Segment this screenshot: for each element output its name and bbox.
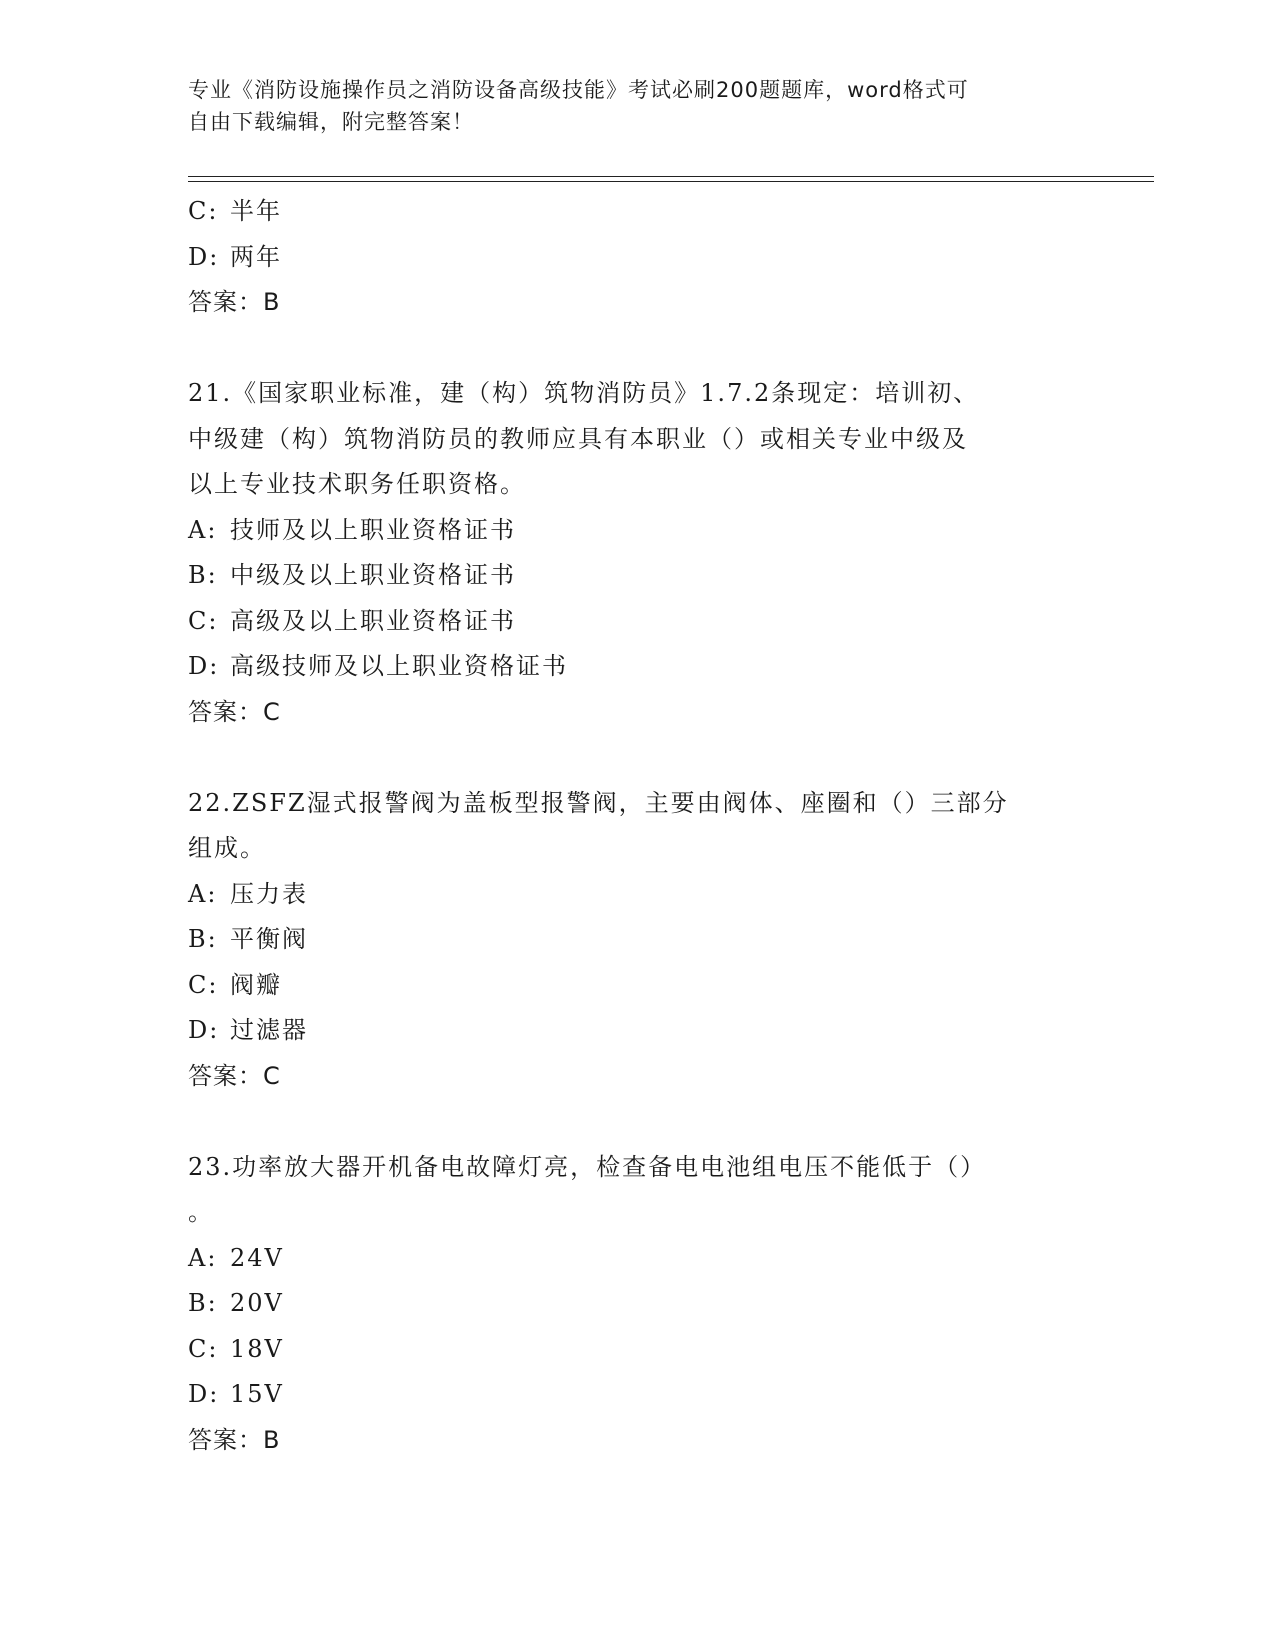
option-text: 中级及以上职业资格证书 [230,561,516,589]
option-a [188,1236,1088,1282]
question-stem [188,371,1088,508]
option-b [188,553,1088,599]
question-23 [188,1145,1088,1464]
header-divider-bottom [188,181,1154,182]
option-text: 压力表 [230,879,308,908]
question-stem [188,781,1088,872]
option-label: C: [188,606,219,635]
option-text: 20V [230,1289,284,1317]
option-label: A: [188,515,218,544]
option-d [188,235,1088,281]
stem-line: 。 [188,1198,214,1226]
option-label: A: [188,1243,218,1272]
option-label: D: [188,1016,220,1044]
spacer [188,735,1088,781]
option-label: B: [188,925,218,953]
option-text: 技师及以上职业资格证书 [230,515,516,544]
stem-line: 以上专业技术职务任职资格。 [188,470,526,498]
stem-line: 22.ZSFZ湿式报警阀为盖板型报警阀，主要由阀体、座圈和（）三部分 [188,788,1009,817]
document-header [188,74,1068,138]
answer-line: 答案：C [188,1061,281,1090]
header-line-2: 自由下载编辑，附完整答案！ [188,110,474,134]
option-c [188,599,1088,645]
option-text: 阀瓣 [230,970,282,999]
option-d [188,644,1088,690]
option-c [188,1327,1088,1373]
option-a [188,508,1088,554]
answer-line: 答案：C [188,697,281,726]
option-text: 平衡阀 [230,925,308,953]
spacer [188,1099,1088,1145]
option-d [188,1372,1088,1418]
option-c [188,189,1088,235]
option-label: C: [188,1334,219,1363]
header-line-1: 专业《消防设施操作员之消防设备高级技能》考试必刷200题题库，word格式可 [188,78,969,102]
option-label: C: [188,970,219,999]
stem-line: 23.功率放大器开机备电故障灯亮，检查备电电池组电压不能低于（） [188,1152,987,1181]
option-text: 高级技师及以上职业资格证书 [230,652,568,680]
stem-line: 21.《国家职业标准，建（构）筑物消防员》1.7.2条现定：培训初、 [188,379,980,407]
option-text: 过滤器 [230,1016,308,1044]
question-21 [188,371,1088,735]
option-label: D: [188,1380,220,1408]
stem-line: 中级建（构）筑物消防员的教师应具有本职业（）或相关专业中级及 [188,424,968,453]
stem-line: 组成。 [188,834,266,862]
question-stem [188,1145,1088,1236]
option-label: A: [188,879,218,908]
answer-line: 答案：B [188,288,281,316]
option-label: D: [188,652,220,680]
header-divider-top [188,176,1154,177]
option-text: 高级及以上职业资格证书 [230,606,516,635]
option-a [188,872,1088,918]
option-label: B: [188,561,218,589]
option-text: 15V [230,1380,284,1408]
spacer [188,326,1088,372]
option-text: 两年 [230,242,282,271]
option-c [188,963,1088,1009]
option-label: B: [188,1289,218,1317]
document-body [188,189,1088,1463]
option-label: D: [188,242,220,271]
option-b [188,1281,1088,1327]
question-carryover [188,189,1088,326]
option-b [188,917,1088,963]
answer-line: 答案：B [188,1425,281,1454]
option-text: 18V [230,1334,284,1363]
option-label: C: [188,197,219,225]
option-text: 半年 [230,197,282,225]
option-text: 24V [230,1243,284,1272]
option-d [188,1008,1088,1054]
question-22 [188,781,1088,1100]
